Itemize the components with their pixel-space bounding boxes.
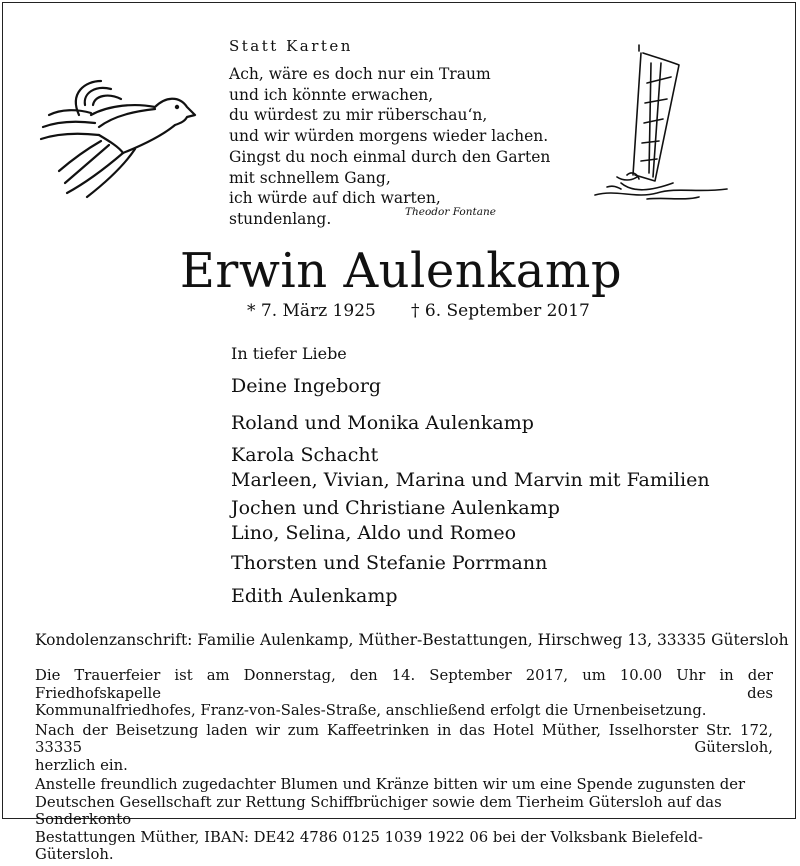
- note-line: Nach der Beisetzung laden wir zum Kaffeetrinken in das Hotel Müther, Isselhorster Str. 172, 33335 Gütersloh,: [35, 721, 773, 756]
- poem-stanza-2: [229, 147, 550, 229]
- dove-icon: [39, 75, 199, 205]
- mourner-line: Lino, Selina, Aldo und Romeo: [231, 522, 517, 544]
- poem-stanza-1: [229, 64, 548, 146]
- kondolenz-address: Kondolenzanschrift: Familie Aulenkamp, Müther-Bestattungen, Hirschweg 13, 33335 Gütersloh: [35, 631, 789, 649]
- mourner-line: Edith Aulenkamp: [231, 585, 398, 607]
- mourner-line: Roland und Monika Aulenkamp: [231, 412, 534, 434]
- poem-line: Ach, wäre es doch nur ein Traum: [229, 65, 491, 83]
- birth-date: * 7. März 1925: [247, 301, 376, 321]
- note-line: Kommunalfriedhofes, Franz-von-Sales-Straße, anschließend erfolgt die Urnenbeisetzung.: [35, 702, 707, 719]
- poem-line: ich würde auf dich warten,: [229, 189, 441, 207]
- mourner-line: Thorsten und Stefanie Porrmann: [231, 552, 548, 574]
- mourner-group: [231, 496, 560, 546]
- sailboat-icon: [587, 43, 737, 203]
- mourner-line: Karola Schacht: [231, 444, 379, 466]
- note-line: Deutschen Gesellschaft zur Rettung Schiffbrüchiger sowie dem Tierheim Gütersloh auf das Sonderkonto: [35, 793, 722, 828]
- spende-paragraph: [35, 776, 773, 864]
- poem-line: mit schnellem Gang,: [229, 168, 391, 187]
- obituary-card: [2, 2, 796, 863]
- statt-karten-label: Statt Karten: [229, 37, 353, 55]
- death-date: † 6. September 2017: [411, 301, 590, 321]
- mourner-group: [231, 443, 710, 493]
- poem-line: Gingst du noch einmal durch den Garten: [229, 148, 551, 166]
- poem-line: stundenlang.: [229, 209, 332, 228]
- mourners-intro: In tiefer Liebe: [231, 344, 347, 363]
- funeral-notes: [35, 667, 773, 866]
- mourner-line: Jochen und Christiane Aulenkamp: [231, 497, 560, 519]
- poem-line: und wir würden morgens wieder lachen.: [229, 126, 549, 145]
- note-line: Bestattungen Müther, IBAN: DE42 4786 0125 1039 1922 06 bei der Volksbank Bielefeld-Gütersloh.: [35, 828, 703, 863]
- note-line: Anstelle freundlich zugedachter Blumen und Kränze bitten wir um eine Spende zugunsten der: [35, 776, 746, 793]
- note-line: herzlich ein.: [35, 756, 128, 774]
- trauerfeier-paragraph: [35, 667, 773, 720]
- mourner-line: Deine Ingeborg: [231, 375, 382, 397]
- mourner-line: Marleen, Vivian, Marina und Marvin mit Familien: [231, 469, 710, 491]
- poem-line: und ich könnte erwachen,: [229, 85, 434, 104]
- deceased-name: Erwin Aulenkamp: [179, 243, 623, 299]
- poem-author: Theodor Fontane: [405, 206, 496, 218]
- poem-line: du würdest zu mir rüberschau‘n,: [229, 106, 488, 124]
- kaffee-paragraph: [35, 722, 773, 775]
- note-line: Die Trauerfeier ist am Donnerstag, den 14. September 2017, um 10.00 Uhr in der Friedhofskapelle des: [35, 667, 773, 702]
